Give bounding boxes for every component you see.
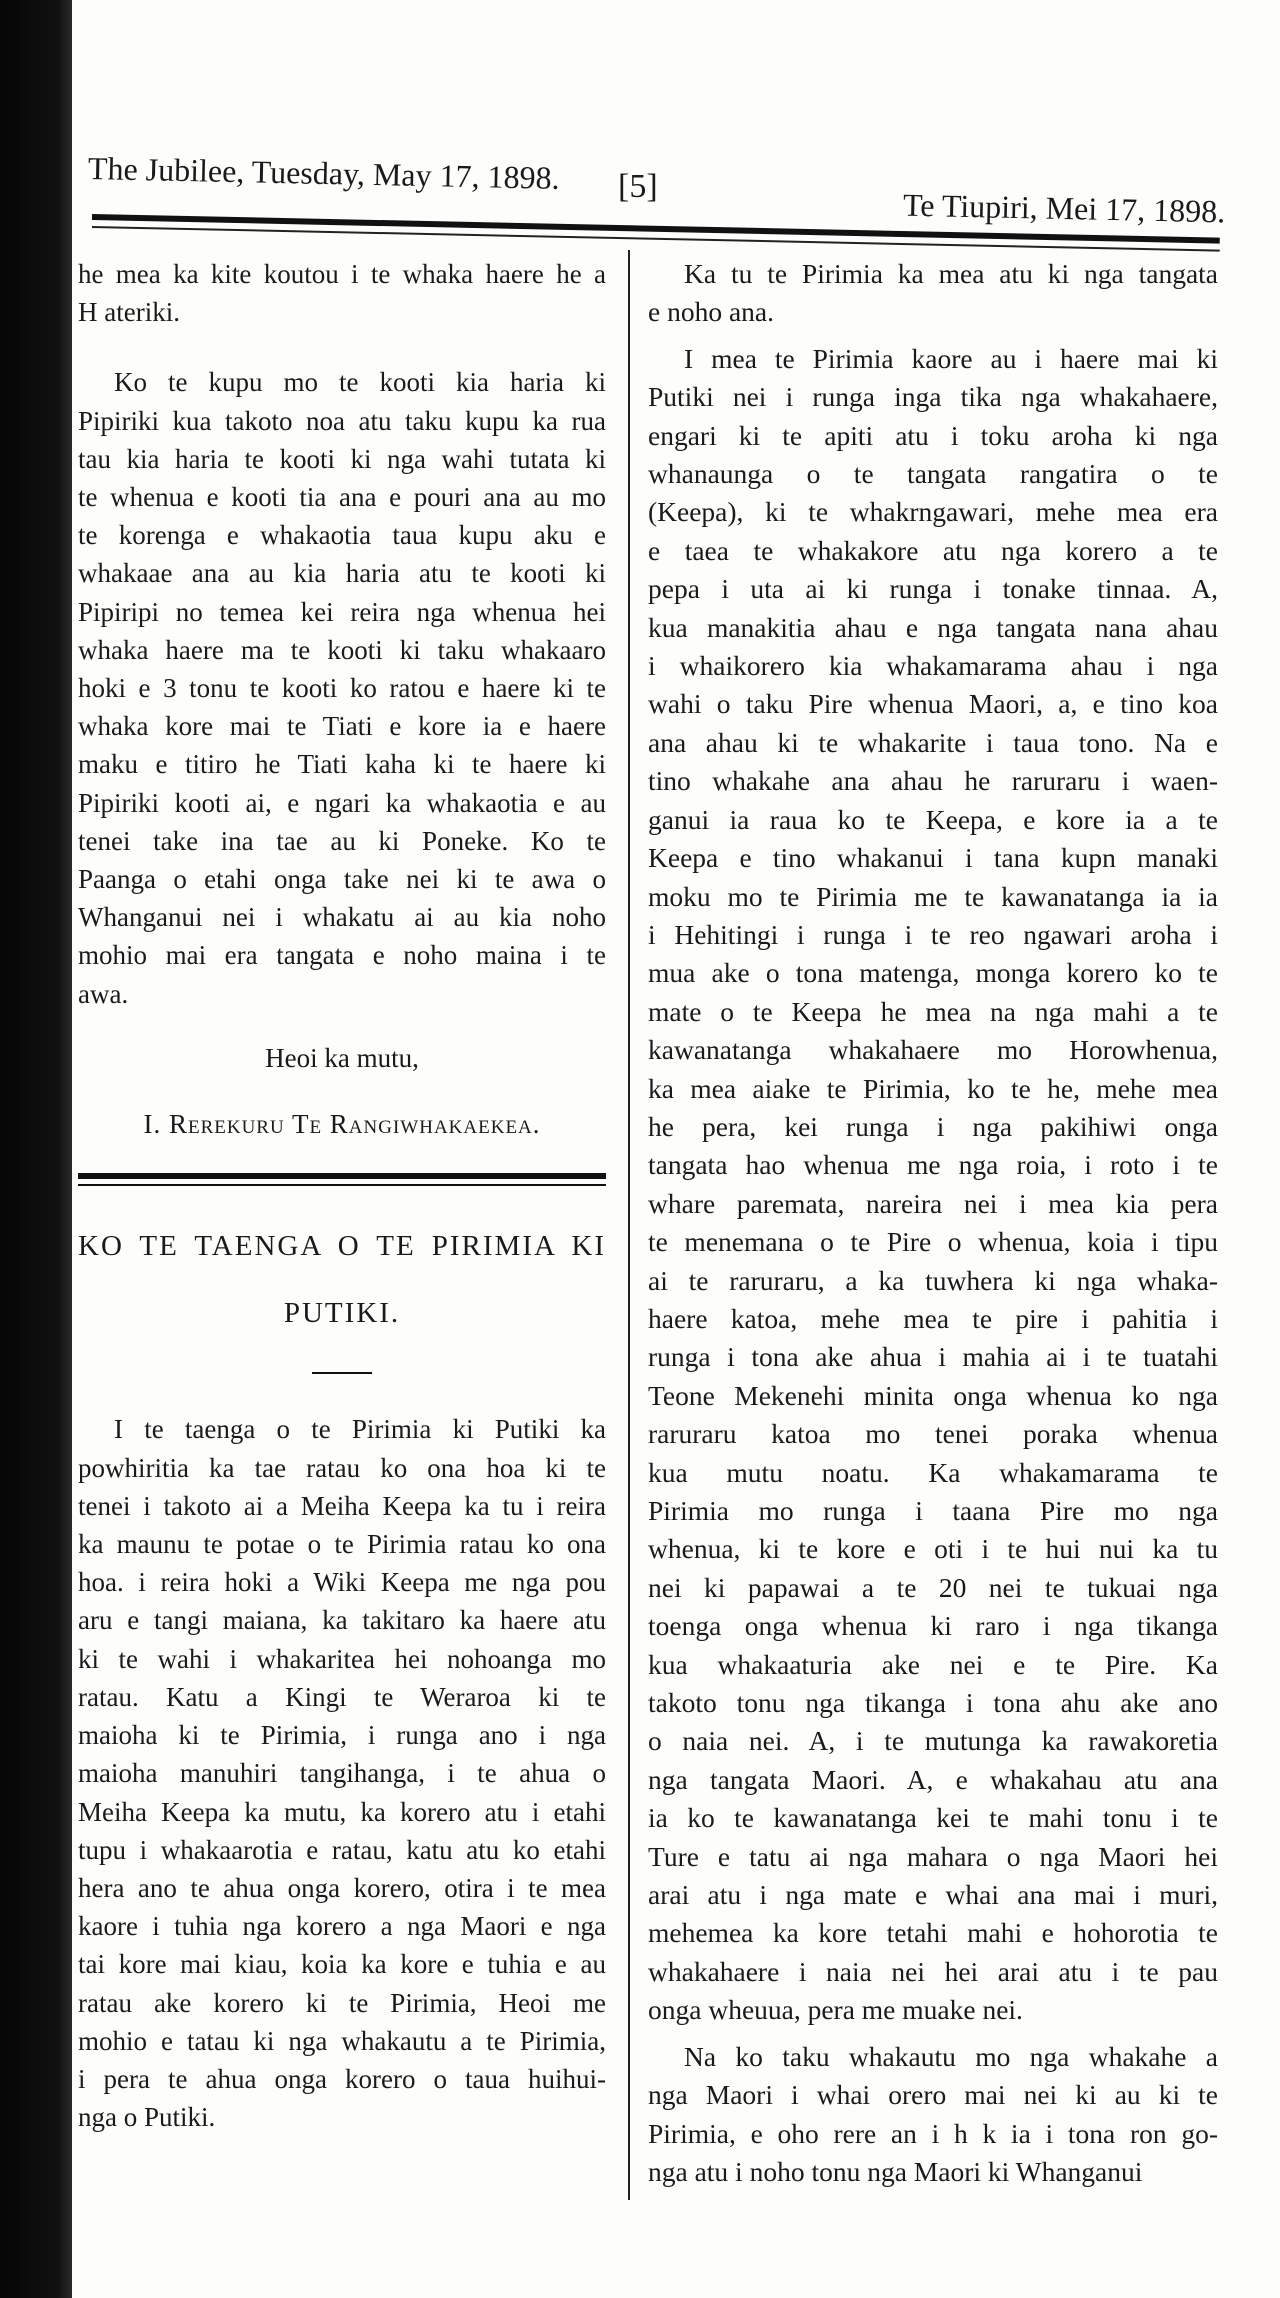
- text-line: tupu i whakaarotia e ratau, katu atu ko etahi: [78, 1834, 606, 1865]
- text-line: whare paremata, nareira nei i mea kia pera: [648, 1187, 1218, 1219]
- text-line: powhiritia ka tae ratau ko ona hoa ki te: [78, 1452, 606, 1483]
- text-line: Ka tu te Pirimia ka mea atu ki nga tangata: [684, 258, 1218, 289]
- text-line: whakaae ana au kia haria atu te kooti ki: [78, 558, 606, 589]
- text-line: kua manakitia ahau e nga tangata nana ahau: [648, 611, 1218, 643]
- text-line: awa.: [78, 978, 129, 1009]
- text-line: maku e titiro he Tiati kaha ki te haere ki: [78, 749, 606, 780]
- text-line: nga tangata Maori. A, e whakahau atu ana: [648, 1763, 1218, 1795]
- text-line: e noho ana.: [648, 296, 774, 328]
- text-line: kawanatanga whakahaere mo Horowhenua,: [648, 1034, 1218, 1066]
- text-line: ia ko te kawanatanga kei te mahi tonu i te: [648, 1802, 1218, 1834]
- text-line: aru e tangi maiana, ka takitaro ka haere atu: [78, 1605, 606, 1636]
- text-line: i whaikorero kia whakamarama ahau i nga: [648, 650, 1218, 682]
- text-line: hera ano te ahua onga korero, otira i te mea: [78, 1872, 606, 1903]
- premier-paragraph-1: [648, 255, 1218, 332]
- text-line: moku mo te Pirimia me te kawanatanga ia ia: [648, 880, 1218, 912]
- text-line: tenei i takoto ai a Meiha Keepa ka tu i reira: [78, 1490, 606, 1521]
- text-line: he mea ka kite koutou i te whaka haere he a: [78, 259, 606, 289]
- right-column: [648, 255, 1218, 2191]
- text-line: whakahaere i naia nei hei arai atu i te pau: [648, 1955, 1218, 1987]
- text-line: onga wheuua, pera me muake nei.: [648, 1994, 1023, 2026]
- page-number: [5]: [618, 168, 658, 205]
- text-line: (Keepa), ki te whakrngawari, mehe mea era: [648, 496, 1218, 528]
- text-line: runga i tona ake ahua i mahia ai i te tuatahi: [648, 1341, 1218, 1373]
- text-line: kaore i tuhia nga korero a nga Maori e nga: [78, 1911, 606, 1942]
- text-line: ratau. Katu a Kingi te Weraroa ki te: [78, 1681, 606, 1712]
- text-line: wahi o taku Pire whenua Maori, a, e tino koa: [648, 688, 1218, 720]
- section-double-rule: [78, 1173, 606, 1186]
- text-line: nei ki papawai a te 20 nei te tukuai nga: [648, 1571, 1218, 1603]
- premier-paragraph-3: [648, 2038, 1218, 2192]
- text-line: tai kore mai kiau, koia ka kore e tuhia e au: [78, 1949, 606, 1980]
- text-line: i pera te ahua onga korero o taua huihui-: [78, 2063, 606, 2094]
- text-line: whaka kore mai te Tiati e kore ia e haere: [78, 711, 606, 742]
- text-line: Pirimia, e oho rere an i h k ia i tona ron go-: [648, 2117, 1218, 2149]
- text-line: e taea te whakakore atu nga korero a te: [648, 534, 1218, 566]
- text-line: tino whakahe ana ahau he raruraru i waen-: [648, 765, 1218, 797]
- text-line: ai te raruraru, a ka tuwhera ki nga whaka-: [648, 1264, 1218, 1296]
- text-line: he pera, kei runga i nga pakihiwi onga: [648, 1110, 1218, 1142]
- text-line: mohio e tatau ki nga whakautu a te Pirimia,: [78, 2025, 606, 2056]
- text-line: Ture e tatu ai nga mahara o nga Maori hei: [648, 1840, 1218, 1872]
- text-line: i Hehitingi i runga i te reo ngawari aroha i: [648, 918, 1218, 950]
- text-line: nga atu i noho tonu nga Maori ki Whanganui: [648, 2155, 1143, 2187]
- text-line: toenga onga whenua ki raro i nga tikanga: [648, 1610, 1218, 1642]
- text-line: whenua, ki te kore e oti i te hui nui ka tu: [648, 1533, 1218, 1565]
- text-line: raruraru katoa mo tenei poraka whenua: [648, 1418, 1218, 1450]
- text-line: Whanganui nei i whakatu ai au kia noho: [78, 902, 606, 933]
- text-line: Pipiriki kua takoto noa atu taku kupu ka rua: [78, 405, 606, 436]
- text-line: ka mea aiake te Pirimia, ko te he, mehe mea: [648, 1072, 1218, 1104]
- text-line: te korenga e whakaotia taua kupu aku e: [78, 520, 606, 551]
- header-english-date: The Jubilee, Tuesday, May 17, 1898.: [87, 150, 560, 196]
- header-maori-date: Te Tiupiri, Mei 17, 1898.: [902, 186, 1226, 230]
- text-line: mehemea ka kore tetahi mahi e hohorotia te: [648, 1917, 1218, 1949]
- letter-closing: Heoi ka mutu,: [265, 1042, 419, 1073]
- text-line: H ateriki.: [78, 297, 180, 328]
- letter-continuation: [78, 255, 606, 331]
- text-line: Pipiriki kooti ai, e ngari ka whakaotia e au: [78, 787, 606, 818]
- text-line: maioha manuhiri tangihanga, i te ahua o: [78, 1758, 606, 1789]
- text-line: Na ko taku whakautu mo nga whakahe a: [684, 2040, 1218, 2072]
- text-line: Ko te kupu mo te kooti kia haria ki: [114, 367, 606, 398]
- text-line: nga o Putiki.: [78, 2102, 216, 2133]
- text-line: engari ki te apiti atu i toku aroha ki nga: [648, 419, 1218, 451]
- text-line: Teone Mekenehi minita onga whenua ko nga: [648, 1379, 1218, 1411]
- text-line: ka maunu te potae o te Pirimia ratau ko ona: [78, 1529, 606, 1560]
- text-line: Putiki nei i runga inga tika nga whakahaere,: [648, 381, 1218, 413]
- text-line: tangata hao whenua me nga roia, i roto i te: [648, 1149, 1218, 1181]
- text-line: hoki e 3 tonu te kooti ko ratou e haere ki te: [78, 673, 606, 704]
- text-line: kua whakaaturia ake nei e te Pire. Ka: [648, 1648, 1218, 1680]
- text-line: nga Maori i whai orero mai nei ki au ki te: [648, 2079, 1218, 2111]
- article-body: [78, 1410, 606, 2136]
- article-short-rule: [312, 1372, 372, 1374]
- book-binding-edge: [0, 0, 72, 2298]
- text-line: I te taenga o te Pirimia ki Putiki ka: [114, 1414, 606, 1445]
- text-line: te menemana o te Pire o whenua, koia i tipu: [648, 1226, 1218, 1258]
- text-line: whaka haere ma te kooti ki taku whakaaro: [78, 634, 606, 665]
- text-line: haere katoa, mehe mea te pire i pahitia i: [648, 1302, 1218, 1334]
- article-headline: KO TE TAENGA O TE PIRIMIA KI: [78, 1230, 606, 1263]
- text-line: o naia nei. A, i te mutunga ka rawakoretia: [648, 1725, 1218, 1757]
- text-line: whanaunga o te tangata rangatira o te: [648, 458, 1218, 490]
- text-line: maioha ki te Pirimia, i runga ano i nga: [78, 1720, 606, 1751]
- text-line: ki te wahi i whakaritea hei nohoanga mo: [78, 1643, 606, 1674]
- text-line: Meiha Keepa ka mutu, ka korero atu i etahi: [78, 1796, 606, 1827]
- text-line: mohio mai era tangata e noho maina i te: [78, 940, 606, 971]
- text-line: pepa i uta ai ki runga i tonake tinnaa. A,: [648, 573, 1218, 605]
- text-line: I mea te Pirimia kaore au i haere mai ki: [684, 342, 1218, 374]
- text-line: mate o te Keepa he mea na nga mahi a te: [648, 995, 1218, 1027]
- premier-paragraph-2: [648, 340, 1218, 2030]
- text-line: tenei take ina tae au ki Poneke. Ko te: [78, 825, 606, 856]
- text-line: ganui ia raua ko te Keepa, e kore ia a te: [648, 803, 1218, 835]
- text-line: mua ake o tona matenga, monga korero ko te: [648, 957, 1218, 989]
- text-line: takoto tonu nga tikanga i tona ahu ake ano: [648, 1687, 1218, 1719]
- text-line: Pirimia mo runga i taana Pire mo nga: [648, 1495, 1218, 1526]
- left-column: [78, 255, 606, 2136]
- text-line: ana ahau ki te whakarite i taua tono. Na e: [648, 726, 1218, 758]
- text-line: Pipiripi no temea kei reira nga whenua hei: [78, 596, 606, 627]
- letter-paragraph: [78, 363, 606, 1012]
- text-line: Paanga o etahi onga take nei ki te awa o: [78, 864, 606, 895]
- text-line: ratau ake korero ki te Pirimia, Heoi me: [78, 1987, 606, 2018]
- article-subheadline: PUTIKI.: [283, 1297, 401, 1330]
- letter-signature: I. Rerekuru Te Rangiwhakaekea.: [143, 1109, 541, 1140]
- text-line: arai atu i nga mate e whai ana mai i muri,: [648, 1879, 1218, 1911]
- text-line: te whenua e kooti tia ana e pouri ana au mo: [78, 482, 606, 513]
- text-line: Keepa e tino whakanui i tana kupn manaki: [648, 842, 1218, 874]
- text-line: kua mutu noatu. Ka whakamarama te: [648, 1456, 1218, 1488]
- text-line: hoa. i reira hoki a Wiki Keepa me nga pou: [78, 1567, 606, 1598]
- text-line: tau kia haria te kooti ki nga wahi tutata ki: [78, 443, 606, 474]
- column-divider: [628, 250, 630, 2200]
